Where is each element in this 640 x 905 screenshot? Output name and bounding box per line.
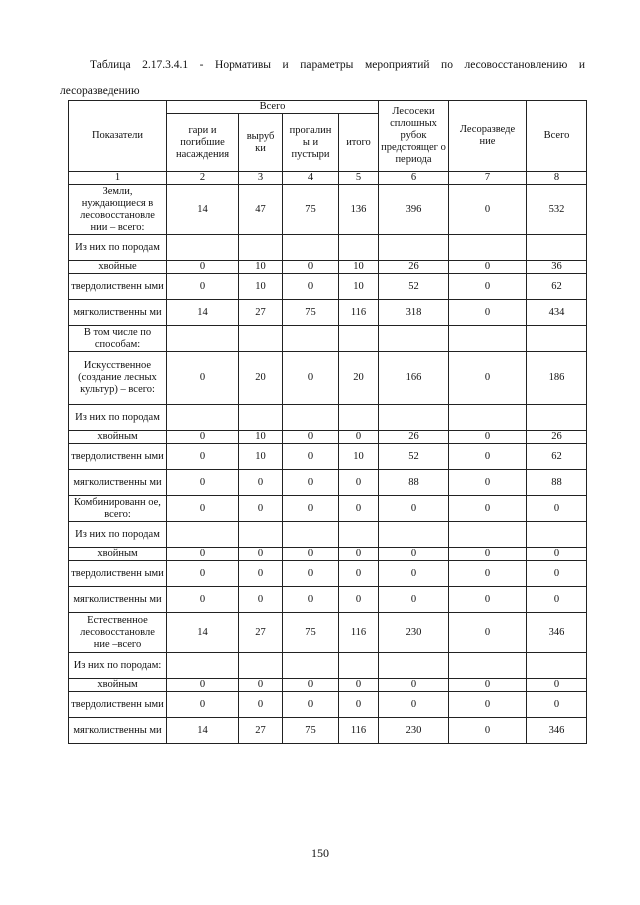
table-cell: 0 xyxy=(283,261,339,274)
table-row xyxy=(69,522,587,548)
row-label: В том числе по способам: xyxy=(69,326,167,352)
table-row xyxy=(69,470,587,496)
column-number: 5 xyxy=(339,172,379,185)
table-cell: 346 xyxy=(527,718,587,744)
table-cell: 14 xyxy=(167,613,239,653)
table-cell xyxy=(339,405,379,431)
table-cell: 0 xyxy=(283,548,339,561)
norms-table xyxy=(68,100,587,744)
table-cell: 47 xyxy=(239,185,283,235)
header-progaliny: прогалин ы и пустыри xyxy=(283,114,339,172)
table-caption-line2: лесоразведению xyxy=(60,85,140,97)
table-row xyxy=(69,300,587,326)
table-cell: 10 xyxy=(239,274,283,300)
table-row xyxy=(69,352,587,405)
table-row xyxy=(69,679,587,692)
table-cell xyxy=(379,405,449,431)
table-cell: 26 xyxy=(379,261,449,274)
header-vyrubki: выруб ки xyxy=(239,114,283,172)
table-cell xyxy=(283,326,339,352)
row-label: Из них по породам xyxy=(69,235,167,261)
column-number: 3 xyxy=(239,172,283,185)
table-cell: 0 xyxy=(379,496,449,522)
table-cell: 0 xyxy=(379,587,449,613)
table-cell: 0 xyxy=(379,561,449,587)
table-cell xyxy=(239,326,283,352)
table-cell: 0 xyxy=(379,679,449,692)
table-cell: 0 xyxy=(167,261,239,274)
table-cell: 0 xyxy=(167,431,239,444)
header-itogo: итого xyxy=(339,114,379,172)
table-cell: 52 xyxy=(379,444,449,470)
table-cell: 0 xyxy=(239,470,283,496)
table-cell: 0 xyxy=(339,548,379,561)
table-cell xyxy=(339,235,379,261)
row-label: твердолиственн ыми xyxy=(69,692,167,718)
table-cell: 0 xyxy=(379,548,449,561)
table-cell: 0 xyxy=(339,679,379,692)
row-label: Комбинированн ое, всего: xyxy=(69,496,167,522)
table-cell: 36 xyxy=(527,261,587,274)
row-label: мягколиственны ми xyxy=(69,300,167,326)
table-cell xyxy=(527,522,587,548)
table-cell: 26 xyxy=(379,431,449,444)
table-cell: 0 xyxy=(527,679,587,692)
table-cell: 88 xyxy=(527,470,587,496)
table-cell xyxy=(239,522,283,548)
row-label: Искусственное (создание лесных культур) – всего: xyxy=(69,352,167,405)
table-cell xyxy=(449,405,527,431)
table-cell: 75 xyxy=(283,185,339,235)
table-row xyxy=(69,561,587,587)
row-label: мягколиственны ми xyxy=(69,718,167,744)
header-lesoseki: Лесосеки сплошных рубок предстоящег о периода xyxy=(379,101,449,172)
table-cell: 62 xyxy=(527,274,587,300)
table-row xyxy=(69,261,587,274)
table-cell: 0 xyxy=(449,692,527,718)
table-cell: 0 xyxy=(339,496,379,522)
table-row xyxy=(69,613,587,653)
table-row xyxy=(69,692,587,718)
table-cell: 0 xyxy=(167,444,239,470)
row-label: мягколиственны ми xyxy=(69,470,167,496)
table-cell: 0 xyxy=(283,692,339,718)
header-vsego-group: Всего xyxy=(167,101,379,114)
row-label: хвойные xyxy=(69,261,167,274)
table-cell: 20 xyxy=(239,352,283,405)
table-row xyxy=(69,718,587,744)
table-cell: 318 xyxy=(379,300,449,326)
table-cell: 75 xyxy=(283,300,339,326)
table-cell: 27 xyxy=(239,613,283,653)
table-cell xyxy=(527,326,587,352)
table-cell: 0 xyxy=(283,431,339,444)
table-row xyxy=(69,496,587,522)
table-cell: 0 xyxy=(283,352,339,405)
table-cell xyxy=(449,326,527,352)
table-cell: 26 xyxy=(527,431,587,444)
table-cell xyxy=(379,235,449,261)
table-cell: 88 xyxy=(379,470,449,496)
table-cell: 14 xyxy=(167,300,239,326)
table-cell xyxy=(239,405,283,431)
table-cell: 0 xyxy=(527,561,587,587)
table-cell: 396 xyxy=(379,185,449,235)
table-cell: 0 xyxy=(449,718,527,744)
table-cell xyxy=(283,405,339,431)
table-cell: 116 xyxy=(339,613,379,653)
table-cell xyxy=(167,405,239,431)
table-cell: 0 xyxy=(283,587,339,613)
table-cell: 10 xyxy=(239,431,283,444)
table-cell xyxy=(167,235,239,261)
header-pokazateli: Показатели xyxy=(69,101,167,172)
table-row xyxy=(69,274,587,300)
table-cell: 62 xyxy=(527,444,587,470)
table-cell: 0 xyxy=(167,274,239,300)
table-row xyxy=(69,587,587,613)
table-row xyxy=(69,431,587,444)
row-label: хвойным xyxy=(69,431,167,444)
table-cell: 0 xyxy=(339,692,379,718)
row-label: Из них по породам: xyxy=(69,653,167,679)
table-cell: 0 xyxy=(283,561,339,587)
table-cell: 0 xyxy=(449,561,527,587)
table-cell: 116 xyxy=(339,300,379,326)
table-cell xyxy=(239,235,283,261)
table-cell: 0 xyxy=(339,587,379,613)
row-label: твердолиственн ыми xyxy=(69,561,167,587)
table-row xyxy=(69,185,587,235)
table-cell: 0 xyxy=(239,587,283,613)
table-cell: 0 xyxy=(167,470,239,496)
table-cell xyxy=(379,653,449,679)
table-cell xyxy=(379,326,449,352)
table-cell: 52 xyxy=(379,274,449,300)
table-cell xyxy=(339,653,379,679)
table-cell xyxy=(283,235,339,261)
table-cell: 0 xyxy=(339,561,379,587)
table-cell: 230 xyxy=(379,718,449,744)
table-cell: 75 xyxy=(283,613,339,653)
table-cell: 10 xyxy=(339,444,379,470)
table-cell: 186 xyxy=(527,352,587,405)
table-cell: 0 xyxy=(527,496,587,522)
table-cell: 0 xyxy=(449,587,527,613)
row-label: Земли, нуждающиеся в лесовосстановле нии – всего: xyxy=(69,185,167,235)
table-cell xyxy=(283,522,339,548)
table-cell: 136 xyxy=(339,185,379,235)
table-cell: 0 xyxy=(167,587,239,613)
table-cell: 10 xyxy=(239,444,283,470)
table-cell: 10 xyxy=(239,261,283,274)
table-cell: 0 xyxy=(449,300,527,326)
row-label: Из них по породам xyxy=(69,405,167,431)
header-gari: гари и погибшие насаждения xyxy=(167,114,239,172)
table-cell: 0 xyxy=(379,692,449,718)
column-number: 2 xyxy=(167,172,239,185)
table-cell: 230 xyxy=(379,613,449,653)
table-cell: 0 xyxy=(449,185,527,235)
table-cell: 10 xyxy=(339,261,379,274)
table-cell xyxy=(339,522,379,548)
table-cell: 116 xyxy=(339,718,379,744)
table-cell: 0 xyxy=(449,548,527,561)
table-cell: 0 xyxy=(449,496,527,522)
table-cell xyxy=(339,326,379,352)
table-cell: 0 xyxy=(449,261,527,274)
column-number: 1 xyxy=(69,172,167,185)
table-cell xyxy=(527,405,587,431)
table-cell: 0 xyxy=(239,548,283,561)
table-cell xyxy=(527,653,587,679)
table-cell: 166 xyxy=(379,352,449,405)
table-cell: 0 xyxy=(239,561,283,587)
column-numbers-row xyxy=(69,172,587,185)
table-cell xyxy=(283,653,339,679)
table-cell: 0 xyxy=(449,613,527,653)
table-cell xyxy=(449,653,527,679)
table-cell: 0 xyxy=(167,692,239,718)
table-cell: 0 xyxy=(283,496,339,522)
table-caption-line1: Таблица 2.17.3.4.1 - Нормативы и параметры мероприятий по лесовосстановлению и xyxy=(90,59,585,71)
table-cell: 0 xyxy=(449,431,527,444)
row-label: Из них по породам xyxy=(69,522,167,548)
row-label: твердолиственн ыми xyxy=(69,274,167,300)
table-cell xyxy=(527,235,587,261)
table-cell: 0 xyxy=(449,470,527,496)
table-row xyxy=(69,653,587,679)
table-cell: 0 xyxy=(527,548,587,561)
column-number: 4 xyxy=(283,172,339,185)
table-cell: 27 xyxy=(239,300,283,326)
table-cell: 0 xyxy=(283,274,339,300)
table-cell: 0 xyxy=(527,692,587,718)
table-cell: 0 xyxy=(167,352,239,405)
table-cell: 346 xyxy=(527,613,587,653)
table-cell xyxy=(239,653,283,679)
table-cell: 0 xyxy=(449,352,527,405)
row-label: твердолиственн ыми xyxy=(69,444,167,470)
row-label: хвойным xyxy=(69,679,167,692)
table-cell: 0 xyxy=(239,496,283,522)
table-cell: 14 xyxy=(167,185,239,235)
table-row xyxy=(69,405,587,431)
table-cell: 532 xyxy=(527,185,587,235)
table-row xyxy=(69,444,587,470)
table-cell: 0 xyxy=(167,561,239,587)
table-body xyxy=(69,185,587,744)
table-row xyxy=(69,326,587,352)
table-cell: 0 xyxy=(239,679,283,692)
table-cell: 0 xyxy=(449,444,527,470)
table-cell: 0 xyxy=(283,679,339,692)
page-number: 150 xyxy=(311,846,329,860)
table-cell xyxy=(167,653,239,679)
table-cell xyxy=(449,522,527,548)
table-cell: 0 xyxy=(527,587,587,613)
table-cell: 27 xyxy=(239,718,283,744)
table-cell: 14 xyxy=(167,718,239,744)
table-cell xyxy=(167,326,239,352)
table-cell xyxy=(167,522,239,548)
table-cell: 0 xyxy=(283,444,339,470)
table-cell xyxy=(449,235,527,261)
table-cell: 0 xyxy=(339,470,379,496)
table-cell: 20 xyxy=(339,352,379,405)
table-cell: 10 xyxy=(339,274,379,300)
table-cell: 0 xyxy=(167,679,239,692)
column-number: 6 xyxy=(379,172,449,185)
table-row xyxy=(69,235,587,261)
table-cell: 0 xyxy=(339,431,379,444)
header-vsego: Всего xyxy=(527,101,587,172)
table-cell xyxy=(379,522,449,548)
table-cell: 0 xyxy=(239,692,283,718)
table-cell: 434 xyxy=(527,300,587,326)
table-cell: 75 xyxy=(283,718,339,744)
column-number: 7 xyxy=(449,172,527,185)
table-cell: 0 xyxy=(167,548,239,561)
table-cell: 0 xyxy=(449,274,527,300)
row-label: хвойным xyxy=(69,548,167,561)
table-cell: 0 xyxy=(283,470,339,496)
table-cell: 0 xyxy=(449,679,527,692)
row-label: Естественное лесовосстановле ние –всего xyxy=(69,613,167,653)
table-cell: 0 xyxy=(167,496,239,522)
column-number: 8 xyxy=(527,172,587,185)
table-row xyxy=(69,548,587,561)
row-label: мягколиственны ми xyxy=(69,587,167,613)
header-lesorazvedenie: Лесоразведе ние xyxy=(449,101,527,172)
